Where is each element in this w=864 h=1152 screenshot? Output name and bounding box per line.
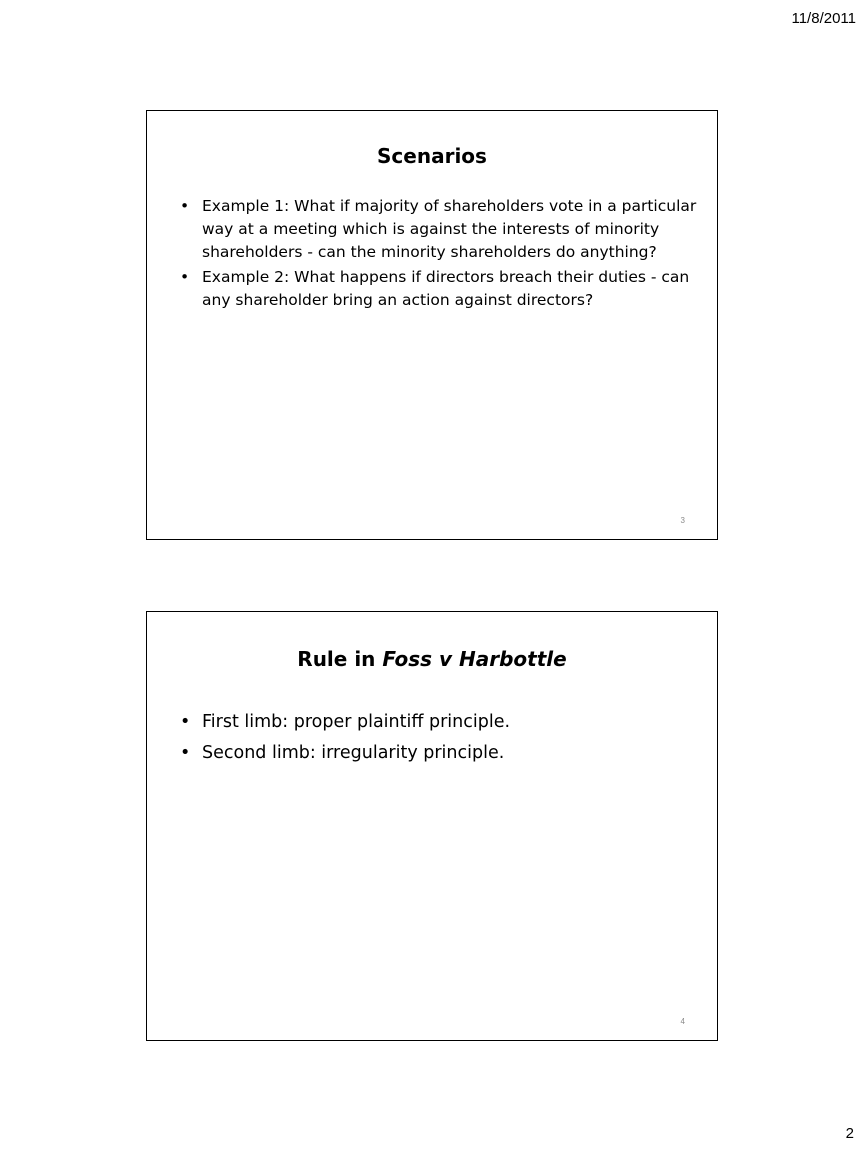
slide-number: 4 bbox=[680, 1017, 685, 1026]
bullet-text: Example 2: What happens if directors breach their duties - can any shareholder bring an action against directors? bbox=[202, 268, 690, 309]
bullet-icon: • bbox=[180, 197, 190, 215]
bullet-list bbox=[180, 708, 697, 770]
slide-title: Scenarios bbox=[377, 144, 487, 168]
bullet-icon: • bbox=[180, 268, 190, 286]
slide-number: 3 bbox=[680, 516, 685, 525]
bullet-icon: • bbox=[180, 712, 191, 732]
slide-title-case-name: Foss v Harbottle bbox=[382, 647, 567, 671]
slide-title bbox=[147, 647, 717, 671]
bullet-item bbox=[180, 708, 697, 737]
bullet-item bbox=[180, 266, 697, 312]
bullet-icon: • bbox=[180, 743, 191, 763]
bullet-item bbox=[180, 739, 697, 768]
page-date: 11/8/2011 bbox=[791, 10, 856, 27]
bullet-text: First limb: proper plaintiff principle. bbox=[202, 712, 511, 732]
bullet-text: Second limb: irregularity principle. bbox=[202, 743, 505, 763]
bullet-list bbox=[180, 195, 697, 314]
bullet-item bbox=[180, 195, 697, 264]
slide-foss-v-harbottle bbox=[146, 611, 718, 1041]
page-number: 2 bbox=[845, 1125, 854, 1142]
slide-scenarios bbox=[146, 110, 718, 540]
bullet-text: Example 1: What if majority of shareholders vote in a particular way at a meeting which is against the interests of minority shareholders - can the minority shareholders do anything? bbox=[202, 197, 697, 261]
slide-title-prefix: Rule in bbox=[297, 647, 383, 671]
